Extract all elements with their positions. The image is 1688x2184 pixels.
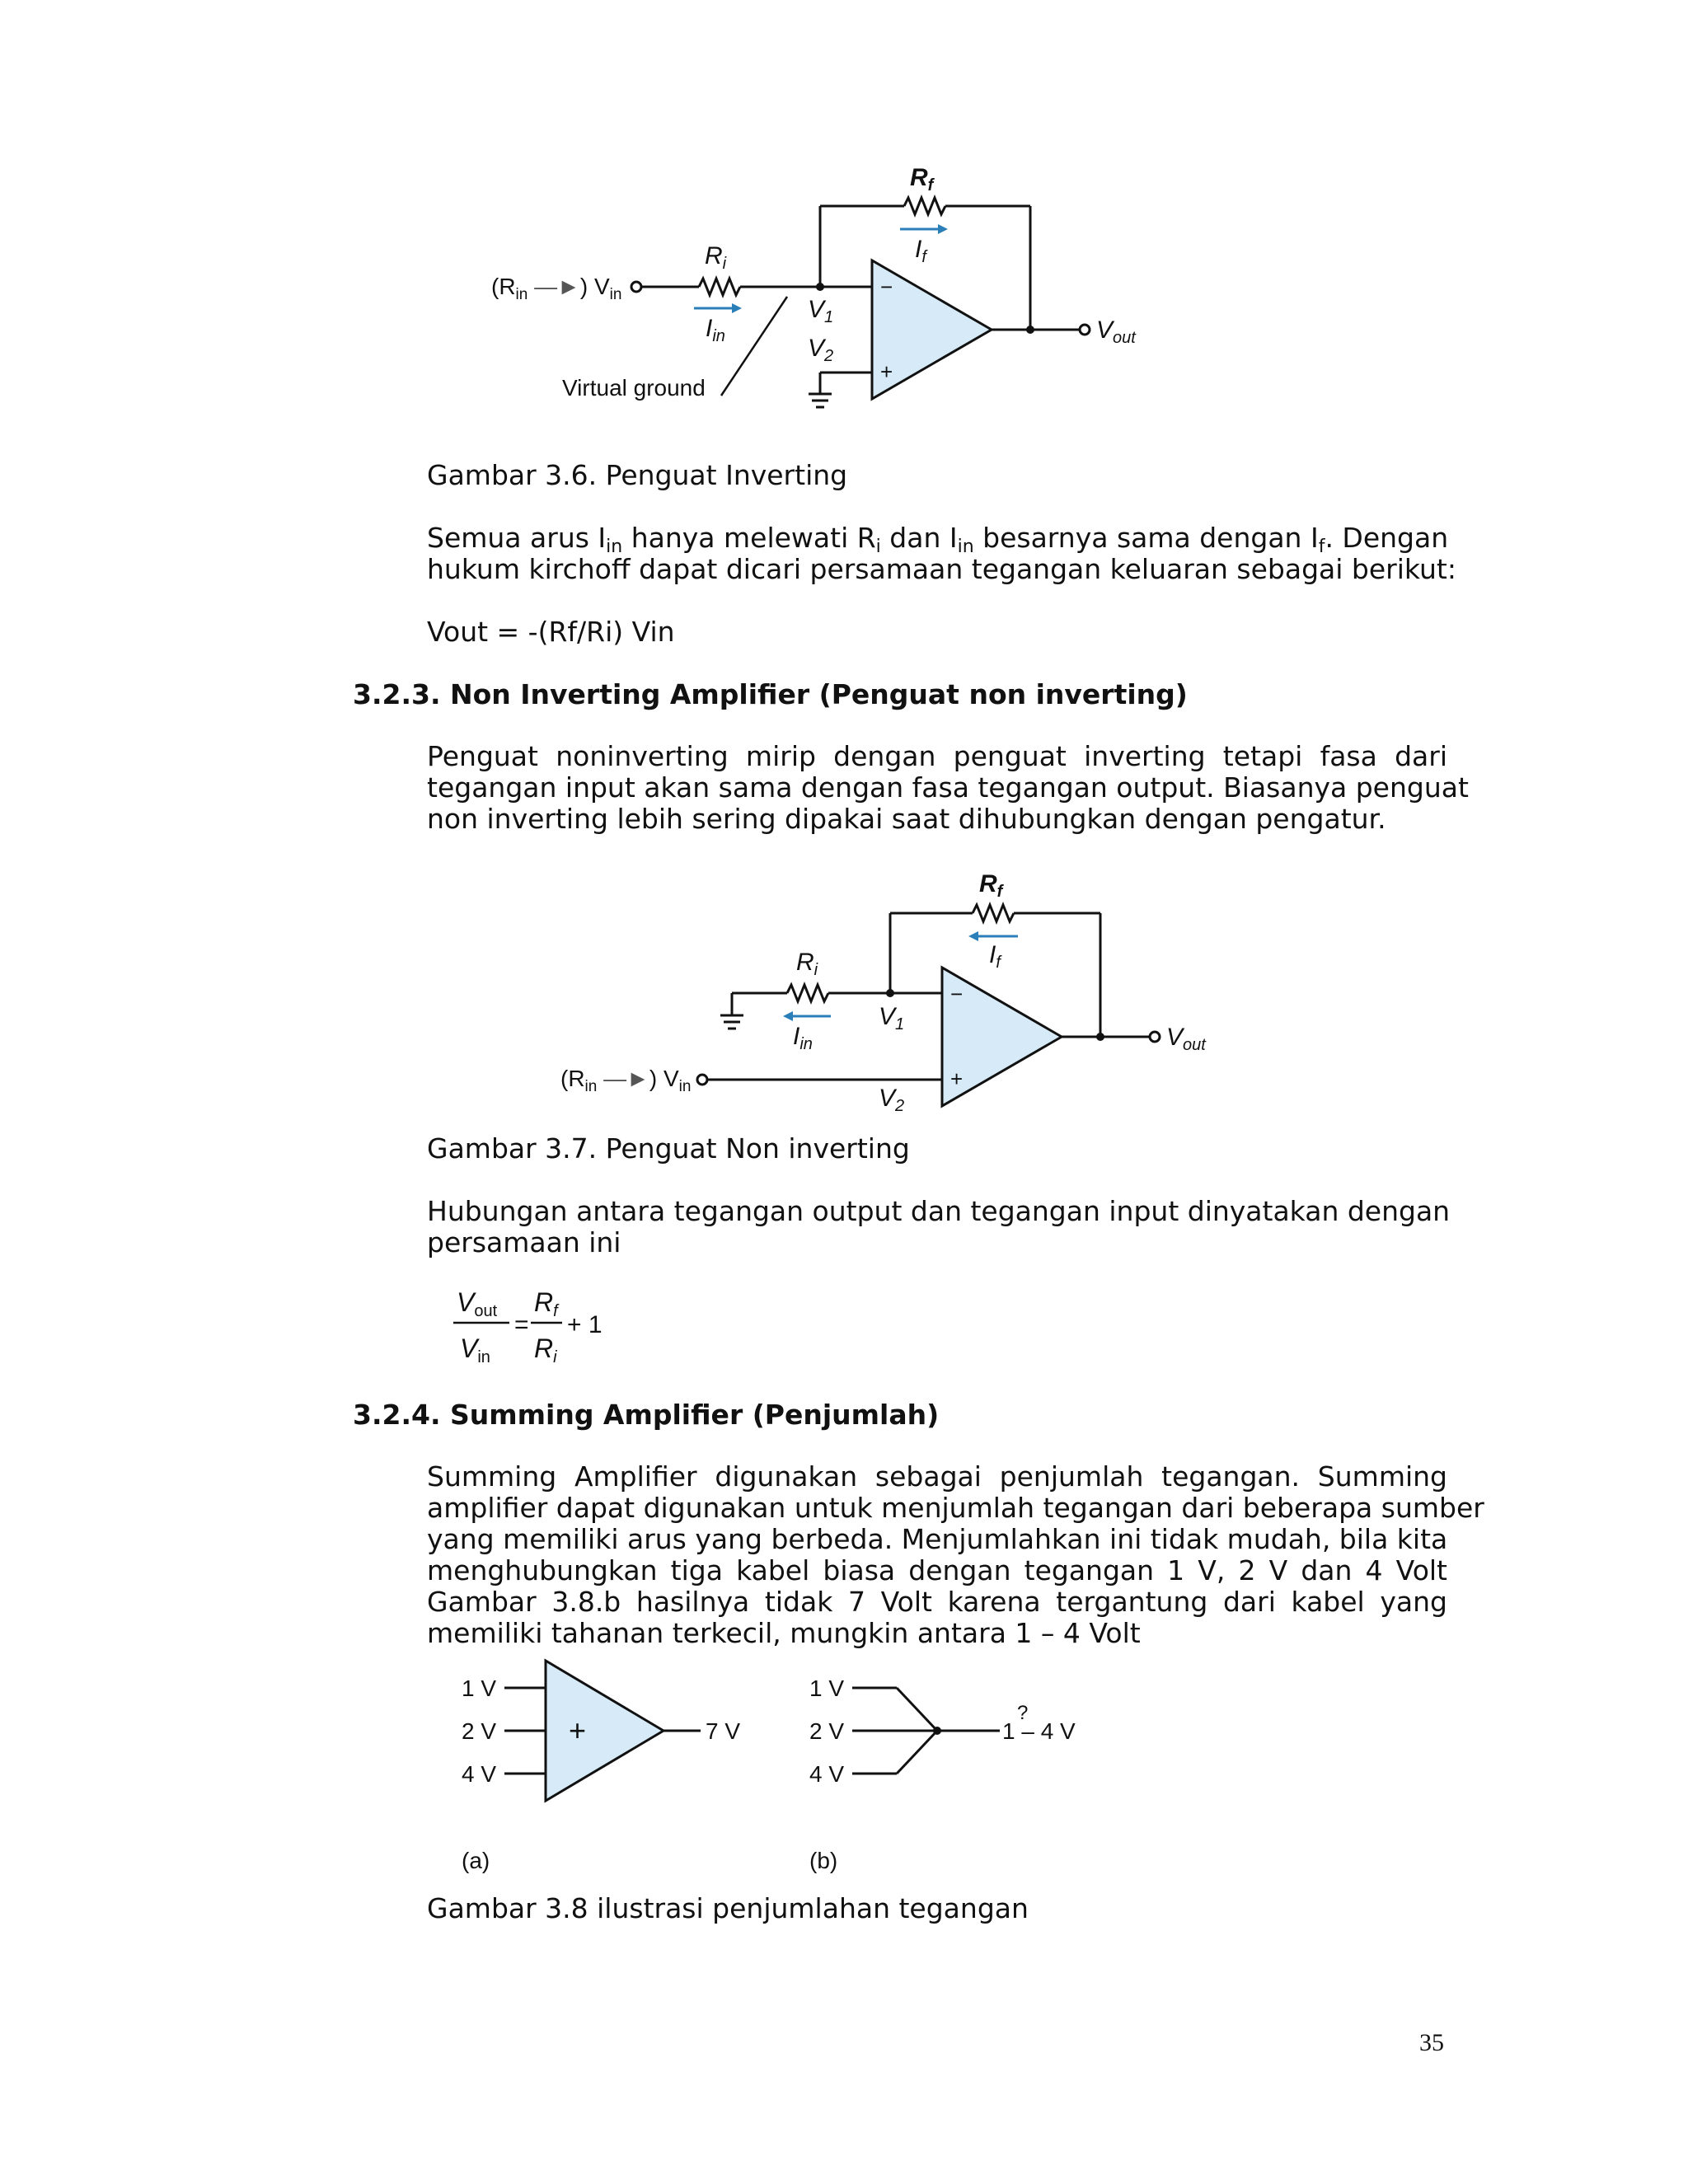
fig37-rf-label: R xyxy=(979,870,997,898)
fig37-iin-label: I xyxy=(793,1023,800,1050)
fig37-minus-sign: − xyxy=(950,982,964,1006)
svg-text:Rf: $R_f$ xyxy=(979,870,1003,901)
fig37-plus-sign: + xyxy=(950,1066,964,1091)
fig36-if-label: I xyxy=(915,236,922,263)
figure-3-8-caption: Gambar 3.8 ilustrasi penjumlahan tegangan xyxy=(427,1892,1029,1924)
formula-noninverting-gain xyxy=(445,1282,626,1368)
section-heading-3-2-4: 3.2.4. Summing Amplifier (Penjumlah) xyxy=(353,1399,940,1431)
fig38b-label: (b) xyxy=(809,1848,838,1873)
figure-3-7-caption: Gambar 3.7. Penguat Non inverting xyxy=(427,1132,910,1165)
svg-text:If: $I_f$ xyxy=(989,941,1001,972)
section-heading-3-2-3: 3.2.3. Non Inverting Amplifier (Penguat non inverting) xyxy=(353,678,1188,710)
fig38b-output-range: 1 – 4 V xyxy=(1002,1718,1076,1744)
svg-text:Vin: Vin xyxy=(460,1333,490,1366)
figure-3-8-summing-illustration xyxy=(445,1652,1104,1891)
svg-text:V1: $V_1$ xyxy=(808,296,834,326)
svg-text:Vout: Vout xyxy=(457,1287,498,1320)
paragraph-inverting-description: Semua arus $I_{in}$ hanya melewati $R_i$ dan $I_{in}$ besarnya sama dengan $I_f$. Dengan hukum kirchoff dapat dicari persamaan tegangan keluaran sebagai berikut: xyxy=(427,522,1456,585)
figure-3-6-caption: Gambar 3.6. Penguat Inverting xyxy=(427,459,848,491)
figure-3-6-inverting-amplifier xyxy=(478,152,1187,416)
svg-text:Iin: $I_{in}$ xyxy=(706,315,725,345)
fig36-vout-label: V xyxy=(1096,316,1114,344)
fig36-rf-label: R xyxy=(910,164,928,191)
svg-text:Ri: $R_i$ xyxy=(705,242,727,273)
summing-amplifier-triangle xyxy=(546,1661,663,1801)
fig38a-output-7v: 7 V xyxy=(706,1718,741,1744)
fig36-iin-label: I xyxy=(706,315,713,342)
svg-text:If: $I_f$ xyxy=(915,236,926,266)
fig36-v2-label: V xyxy=(808,335,825,362)
fig38b-question-mark: ? xyxy=(1017,1702,1029,1724)
fig38b-input-1v: 1 V xyxy=(809,1675,845,1701)
svg-text:+ 1: + 1 xyxy=(567,1311,603,1338)
fig36-virtual-ground-label: Virtual ground xyxy=(562,375,706,401)
fig37-ri-label: R xyxy=(796,949,814,976)
fig37-vout-label: V xyxy=(1166,1024,1184,1051)
svg-text:V2: $V_2$ xyxy=(808,335,834,365)
fig36-vin-label: (R xyxy=(491,274,516,299)
svg-text:Ri: $R_i$ xyxy=(796,949,818,979)
fig38b-input-2v: 2 V xyxy=(809,1718,845,1744)
fig36-v1-label: V xyxy=(808,296,825,323)
svg-text:V1: $V_1$ xyxy=(879,1003,905,1033)
fig37-if-label: I xyxy=(989,941,996,968)
fig37-vin-label: (R xyxy=(560,1066,585,1091)
paragraph-noninverting-description: Penguat noninverting mirip dengan penguat inverting tetapi fasa dari tegangan input akan sama dengan fasa tegangan output. Biasanya penguat non inverting lebih sering dipakai saat dihubungkan dengan pengatur. xyxy=(427,740,1469,835)
svg-text:Iin: $I_{in}$ xyxy=(793,1023,813,1053)
svg-text:(Rin —►) Vin: ($R_{in}$ —►) $V_{in}$ xyxy=(560,1066,692,1095)
formula-vout-inverting: Vout = -(Rf/Ri) Vin xyxy=(427,616,675,648)
svg-text:Vout: $V_{out}$ xyxy=(1096,316,1136,347)
fig38a-input-2v: 2 V xyxy=(462,1718,497,1744)
fig37-v2-label: V xyxy=(879,1085,896,1112)
fig38a-label: (a) xyxy=(462,1848,490,1873)
svg-text:=: = xyxy=(514,1311,529,1338)
fig36-minus-sign: − xyxy=(880,274,893,299)
svg-text:(Rin —►) Vin: ($R_{in}$ —►) $V_{in}$ xyxy=(491,274,622,303)
figure-3-7-noninverting-amplifier xyxy=(544,861,1236,1117)
fig38a-input-1v: 1 V xyxy=(462,1675,497,1701)
svg-text:Rf: Rf xyxy=(534,1287,558,1320)
fig37-v1-label: V xyxy=(879,1003,896,1030)
svg-text:V2: $V_2$ xyxy=(879,1085,905,1115)
page-number: 35 xyxy=(1419,2029,1444,2056)
svg-text:Ri: Ri xyxy=(534,1333,557,1366)
fig36-ri-label: R xyxy=(705,242,723,269)
fig36-plus-sign: + xyxy=(880,359,893,384)
paragraph-relation-equation: Hubungan antara tegangan output dan tegangan input dinyatakan dengan persamaan ini xyxy=(427,1195,1451,1258)
paragraph-summing-description: Summing Amplifier digunakan sebagai penjumlah tegangan. Summing amplifier dapat digunakan untuk menjumlah tegangan dari beberapa sumber yang memiliki arus yang berbeda. Menjumlahkan ini tidak mudah, bila kita menghubungkan tiga kabel biasa dengan tegangan 1 V, 2 V dan 4 Volt Gambar 3.8.b hasilnya tidak 7 Volt karena tergantung dari kabel yang memiliki tahanan terkecil, mungkin antara 1 – 4 Volt xyxy=(427,1460,1484,1649)
fig38b-input-4v: 4 V xyxy=(809,1761,845,1787)
fig38a-input-4v: 4 V xyxy=(462,1761,497,1787)
svg-text:Vout: $V_{out}$ xyxy=(1166,1024,1206,1054)
fig38a-plus-sign: + xyxy=(569,1713,587,1747)
svg-text:Rf: $R_f$ xyxy=(910,164,934,194)
